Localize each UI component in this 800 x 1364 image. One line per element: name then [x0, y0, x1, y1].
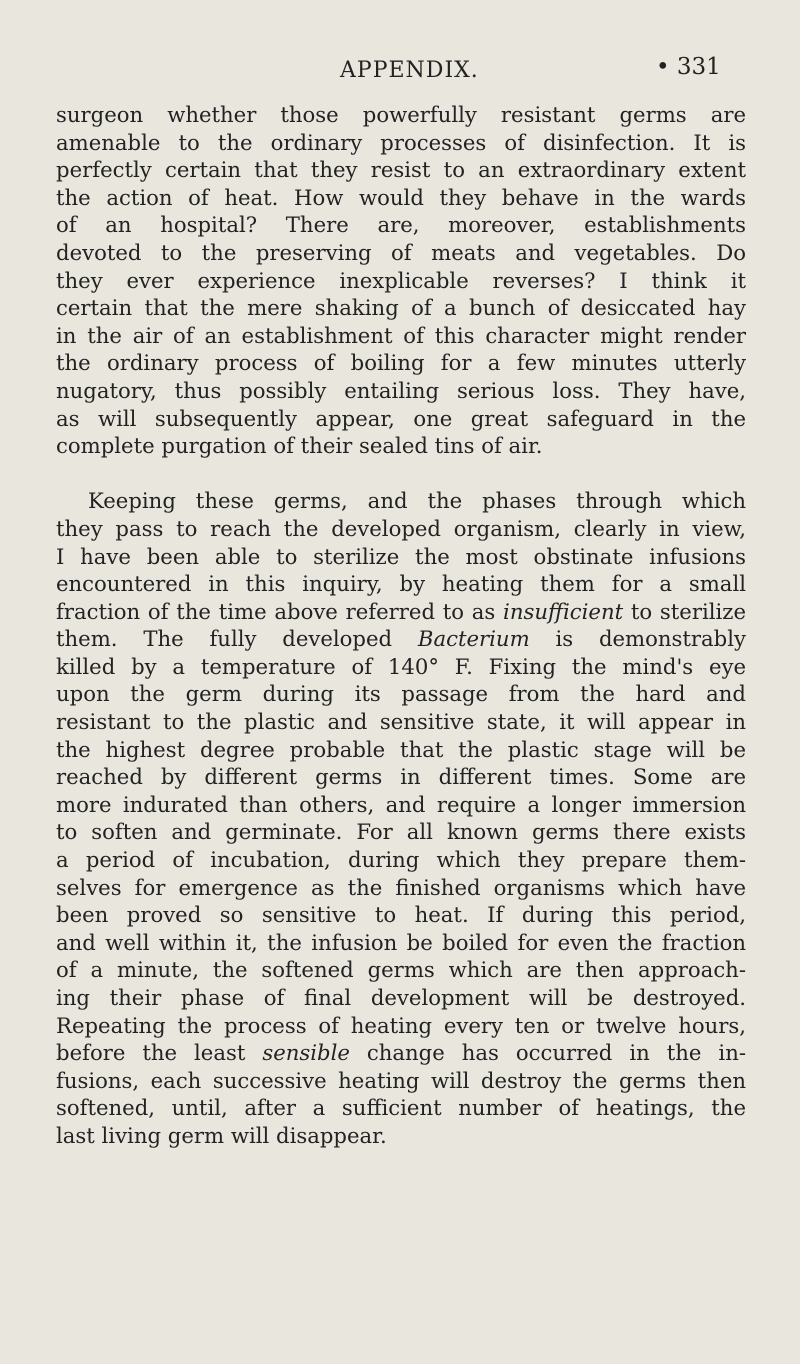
page-number: • 331	[656, 54, 721, 80]
line-text: softened, until, after a sufficient number of heatings, the	[56, 1095, 746, 1121]
line-text: to soften and germinate. For all known germs there exists	[56, 819, 746, 845]
text-line	[56, 349, 746, 377]
line-text: certain that the mere shaking of a bunch of desiccated hay	[56, 295, 746, 321]
text-line	[56, 543, 746, 571]
text-line	[56, 680, 746, 708]
line-text: as will subsequently appear, one great safeguard in the	[56, 405, 746, 431]
text-line	[56, 101, 746, 129]
text-line	[56, 129, 746, 157]
line-text: surgeon whether those powerfully resistant germs are	[56, 102, 746, 127]
text-line	[56, 956, 746, 984]
text-line	[56, 156, 746, 184]
text-line	[56, 846, 746, 874]
line-text: fusions, each successive heating will destroy the germs then	[56, 1067, 746, 1093]
line-text: the highest degree probable that the plastic stage will be	[56, 736, 746, 762]
line-text: amenable to the ordinary processes of disinfection. It is	[56, 129, 746, 155]
line-text: fraction of the time above referred to as	[56, 598, 504, 624]
text-line	[56, 763, 746, 791]
text-line	[56, 818, 746, 846]
paragraph	[56, 101, 746, 460]
line-text: them. The fully developed	[56, 626, 418, 652]
line-text: the ordinary process of boiling for a few minutes utterly	[56, 350, 746, 376]
text-line	[56, 184, 746, 212]
line-text: Keeping these germs, and the phases through which	[88, 488, 746, 514]
line-text: encountered in this inquiry, by heating them for a small	[56, 571, 746, 597]
line-text: a period of incubation, during which they prepare them-	[56, 847, 746, 873]
line-text: killed by a temperature of 140° F. Fixing the mind's eye	[56, 653, 746, 679]
line-text: and well within it, the infusion be boiled for even the fraction	[56, 929, 746, 955]
text-line	[56, 736, 746, 764]
text-line	[56, 653, 746, 681]
text-line	[56, 929, 746, 957]
text-line	[56, 211, 746, 239]
line-text: devoted to the preserving of meats and vegetables. Do	[56, 239, 746, 265]
line-text: last living germ will disappear.	[56, 1122, 387, 1148]
line-text: the action of heat. How would they behave in the wards	[56, 184, 746, 210]
line-text: Repeating the process of heating every ten or twelve hours,	[56, 1012, 746, 1038]
text-line	[56, 322, 746, 350]
text-line	[56, 901, 746, 929]
line-text: been proved so sensitive to heat. If during this period,	[56, 902, 746, 928]
text-line	[56, 708, 746, 736]
line-text: complete purgation of their sealed tins of air.	[56, 433, 543, 459]
text-line	[56, 377, 746, 405]
line-text: nugatory, thus possibly entailing serious loss. They have,	[56, 377, 746, 403]
text-line	[56, 1039, 746, 1067]
text-line	[56, 294, 746, 322]
line-text: of an hospital? There are, moreover, establishments	[56, 212, 746, 238]
line-text: before the least	[56, 1040, 263, 1066]
italic-word: insufficient	[503, 598, 624, 624]
text-line	[56, 984, 746, 1012]
line-text: change has occurred in the in-	[349, 1040, 746, 1066]
text-line	[56, 1122, 746, 1150]
line-text: I have been able to sterilize the most obstinate infusions	[56, 543, 746, 569]
italic-word: Bacterium	[417, 626, 530, 652]
text-line	[56, 1012, 746, 1040]
line-text: reached by different germs in different times. Some are	[56, 764, 746, 790]
text-line	[56, 598, 746, 626]
text-line	[56, 515, 746, 543]
line-text: selves for emergence as the finished organisms which have	[56, 874, 746, 900]
italic-word: sensible	[262, 1040, 350, 1066]
line-text: they ever experience inexplicable reverses? I think it	[56, 267, 746, 293]
line-text: is demonstrably	[529, 626, 746, 652]
text-line	[56, 405, 746, 433]
text-line	[56, 1094, 746, 1122]
line-text: upon the germ during its passage from the hard and	[56, 681, 746, 707]
line-text: ing their phase of final development will be destroyed.	[56, 985, 746, 1010]
line-text: resistant to the plastic and sensitive state, it will appear in	[56, 709, 746, 735]
line-text: perfectly certain that they resist to an extraordinary extent	[56, 157, 746, 183]
text-line	[56, 625, 746, 653]
page-header	[0, 54, 800, 94]
text-line	[56, 239, 746, 267]
text-line	[56, 874, 746, 902]
line-text: in the air of an establishment of this character might render	[56, 322, 746, 348]
text-line	[56, 432, 746, 460]
paragraph-gap	[56, 460, 746, 488]
text-line	[56, 267, 746, 295]
text-line	[56, 570, 746, 598]
line-text: to sterilize	[623, 598, 746, 624]
text-line	[56, 487, 746, 515]
text-line	[56, 1067, 746, 1095]
text-line	[56, 791, 746, 819]
line-text: they pass to reach the developed organism, clearly in view,	[56, 515, 746, 541]
line-text: more indurated than others, and require a longer immersion	[56, 791, 746, 817]
line-text: of a minute, the softened germs which are then approach-	[56, 957, 746, 983]
paragraph	[56, 487, 746, 1149]
body-text	[56, 101, 746, 1150]
running-head: APPENDIX.	[340, 58, 479, 83]
